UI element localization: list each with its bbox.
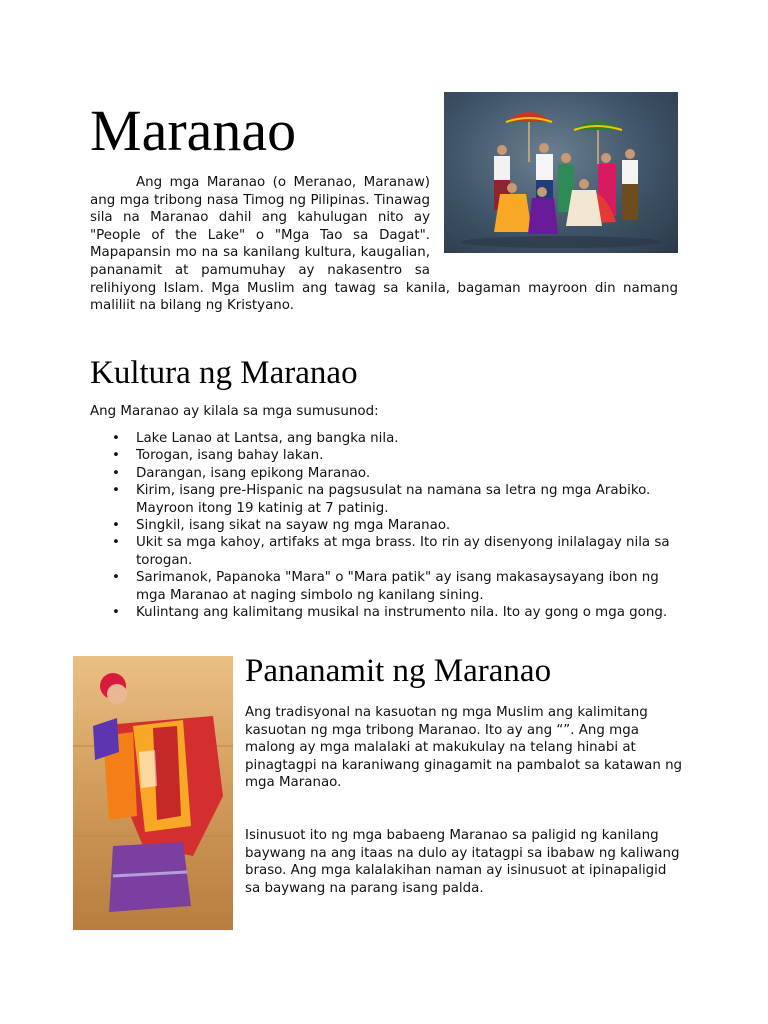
- list-item: • Singkil, isang sikat na sayaw ng mga Maranao.: [90, 517, 680, 534]
- list-item: • Ukit sa mga kahoy, artifaks at mga brass. Ito rin ay disenyong inilalagay nila sa torogan.: [90, 534, 680, 569]
- pananamit-paragraph-1: Ang tradisyonal na kasuotan ng mga Muslim ang kalimitang kasuotan ng mga tribong Maranao. Ito ay ang “”. Ang mga malong ay mga malalaki at makukulay na telang hinabi at pinagtagpi na karaniwang ginagamit na pambalot sa katawan ng mga Maranao.: [245, 705, 683, 791]
- intro-paragraph: [90, 174, 678, 315]
- pananamit-paragraph-2: Isinusuot ito ng mga babaeng Maranao sa paligid ng kanilang baywang na ang itaas na dulo ay itatagpi sa ibabaw ng kaliwang braso. Ang mga kalalakihan naman ay isinusuot at ipinapaligid sa baywang na parang isang palda.: [245, 828, 680, 896]
- list-item: • Sarimanok, Papanoka "Mara" o "Mara patik" ay isang makasaysayang ibon ng mga Maranao at naging simbolo ng kanilang sining.: [90, 569, 680, 604]
- list-item: • Torogan, isang bahay lakan.: [90, 447, 680, 464]
- intro-paragraph-text: Ang mga Maranao (o Meranao, Maranaw) ang mga tribong nasa Timog ng Pilipinas. Tinawag sila na Maranao dahil ang kahulugan nito ay "People of the Lake" o "Mga Tao sa Dagat". Mapapansin mo na sa kanilang kultura, kaugalian, pananamit at pamumuhay ay nakasentro sa relihiyong Islam. Mga Muslim ang tawag sa kanila, bagaman mayroon din namang maliliit na bilang ng Kristyano.: [90, 175, 678, 314]
- list-item: • Kirim, isang pre-Hispanic na pagsusulat na namana sa letra ng mga Arabiko. Mayroon itong 19 katinig at 7 patinig.: [90, 482, 680, 517]
- pananamit-heading: Pananamit ng Maranao: [245, 653, 552, 689]
- kultura-list: [90, 430, 680, 621]
- image-wrap-spacer: [430, 174, 678, 278]
- list-item: • Lake Lanao at Lantsa, ang bangka nila.: [90, 430, 680, 447]
- kultura-lead: Ang Maranao ay kilala sa mga sumusunod:: [90, 404, 379, 419]
- list-item: • Darangan, isang epikong Maranao.: [90, 465, 680, 482]
- list-item: • Kulintang ang kalimitang musikal na instrumento nila. Ito ay gong o mga gong.: [90, 604, 680, 621]
- malong-woman-photo: [73, 656, 233, 930]
- page-title: Maranao: [90, 98, 297, 163]
- kultura-heading: Kultura ng Maranao: [90, 355, 358, 391]
- malong-dancer-illustration-icon: [73, 656, 233, 930]
